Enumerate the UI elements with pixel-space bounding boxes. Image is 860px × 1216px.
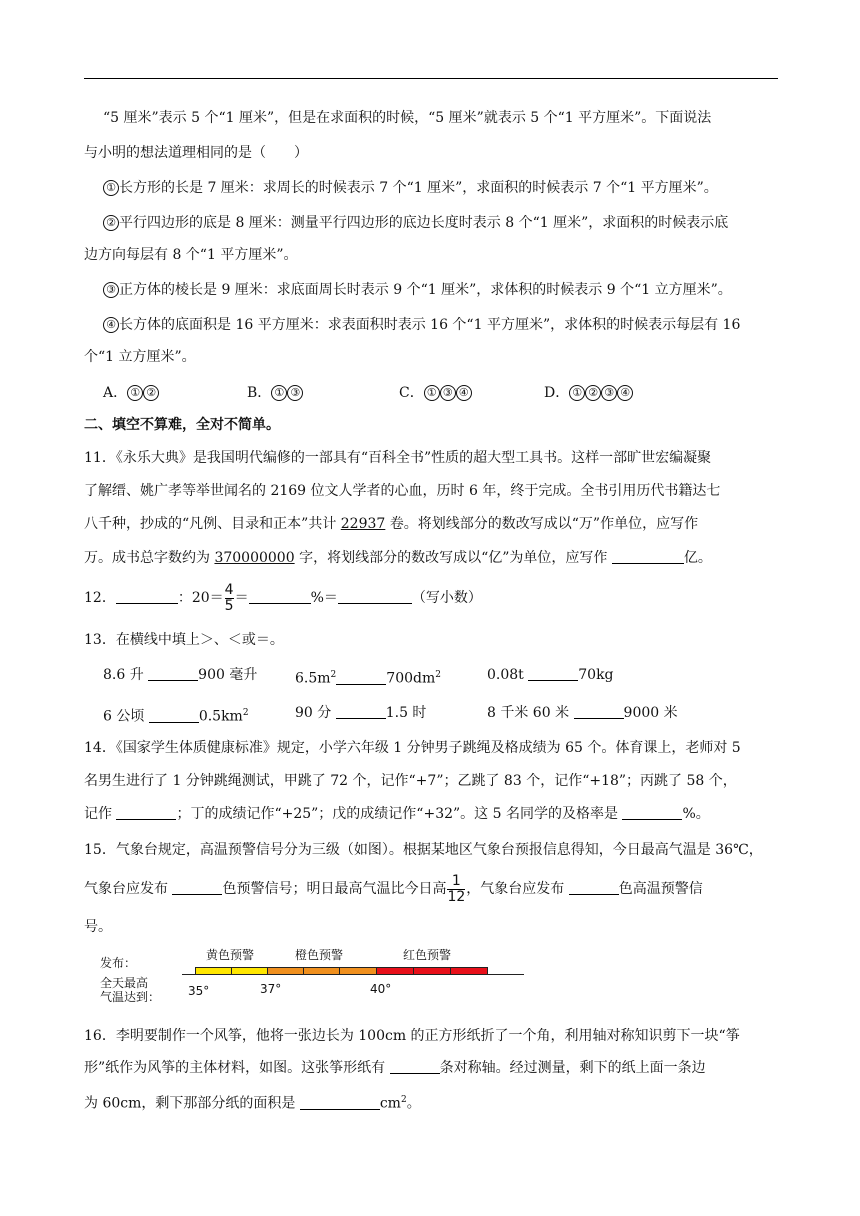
q12-blank-2[interactable] (249, 588, 311, 604)
q12-fraction: $\frac{4}{5}$ (224, 581, 234, 614)
option-c[interactable]: C． ① ③ ④ (399, 382, 472, 402)
q11-line-2: 了解缙、姚广孝等举世闻名的 2169 位文人学者的心血，历时 6 年，终于完成。全书引用历代书籍达七 (84, 483, 721, 499)
q16-line-3: 为 60cm，剩下那部分纸的面积是 $cm^2$。 (84, 1095, 421, 1112)
option-d[interactable]: D． ① ② ③ ④ (544, 382, 633, 402)
q13-item-d: 6 公顷 $0.5km^2$ (103, 708, 249, 725)
q12-line: 12． ：20＝ $\frac{4}{5}$ ＝ %＝ （写小数） (84, 581, 482, 614)
q10-statement-2-cont: 边方向每层有 8 个“1 平方厘米”。 (84, 247, 298, 263)
q13-item-a: 8.6 升 900 毫升 (103, 667, 258, 683)
q14-line-2: 名男生进行了 1 分钟跳绳测试，甲跳了 72 个，记作“+7”；乙跳了 83 个，记作“+18”；丙跳了 58 个， (84, 773, 737, 789)
q15-line-1: 15．气象台规定，高温预警信号分为三级（如图）。根据某地区气象台预报信息得知，今日最高气温是 36℃， (84, 842, 763, 858)
figure-orange-seg-2 (303, 967, 340, 975)
q15-blank-2[interactable] (569, 879, 619, 895)
section-heading: 二、填空不算难，全对不简单。 (84, 417, 280, 433)
q11-line-3: 八千种，抄成的“凡例、目录和正本”共计 22937 卷。将划线部分的数改写成以“万”作单位，应写作 (84, 516, 699, 532)
figure-tick-40: 40° (370, 982, 392, 996)
q16-line-2: 形”纸作为风筝的主体材料，如图。这张筝形纸有 条对称轴。经过测量，剩下的纸上面一条边 (84, 1060, 706, 1076)
figure-temp-label-2: 气温达到： (100, 990, 161, 1004)
q13-item-e: 90 分 1.5 时 (295, 705, 427, 721)
figure-orange-seg-3 (339, 967, 377, 975)
header-rule (84, 78, 778, 79)
q10-statement-1: ① 长方形的长是 7 厘米：求周长的时候表示 7 个“1 厘米”，求面积的时候表示 7 个“1 平方厘米”。 (103, 178, 718, 198)
figure-tick-37: 37° (260, 982, 282, 996)
q10-cont-line-2: 与小明的想法道理相同的是（ ） (84, 145, 308, 161)
q11-line-4: 万。成书总字数约为 370000000 字，将划线部分的数改写成以“亿”为单位，应写作 亿。 (84, 550, 712, 566)
figure-yellow-seg-1 (195, 967, 232, 975)
q16-blank-2[interactable] (300, 1094, 380, 1110)
figure-red-seg-2 (413, 967, 451, 975)
q12-blank-1[interactable] (116, 588, 178, 604)
q15-fraction: $\frac{1}{12}$ (447, 872, 466, 905)
q13-item-f: 8 千米 60 米 9000 米 (487, 705, 678, 721)
warning-level-figure (100, 946, 530, 1006)
figure-orange-label: 橙色预警 (295, 948, 344, 962)
q14-blank-2[interactable] (622, 804, 682, 820)
q10-statement-4-cont: 个“1 立方厘米”。 (84, 349, 196, 365)
q10-statement-4: ④ 长方体的底面积是 16 平方厘米：求表面积时表示 16 个“1 平方厘米”，求体积的时候表示每层有 16 (103, 315, 740, 335)
q10-statement-3: ③ 正方体的棱长是 9 厘米：求底面周长时表示 9 个“1 厘米”，求体积的时候表示 9 个“1 立方厘米”。 (103, 280, 732, 300)
q14-line-1: 14．《国家学生体质健康标准》规定，小学六年级 1 分钟男子跳绳及格成绩为 65 个。体育课上，老师对 5 (84, 740, 741, 756)
q16-line-1: 16．李明要制作一个风筝，他将一张边长为 100cm 的正方形纸折了一个角，利用轴对称知识剪下一块“筝 (84, 1028, 740, 1044)
q15-line-2: 气象台应发布 色预警信号；明日最高气温比今日高 $\frac{1}{12}$ ，气象台应发布 色高温预警信 (84, 872, 703, 905)
figure-yellow-label: 黄色预警 (206, 948, 255, 962)
q13-item-c: 0.08t 70kg (487, 667, 614, 683)
q14-blank-1[interactable] (116, 804, 176, 820)
figure-red-seg-1 (376, 967, 414, 975)
q15-blank-1[interactable] (172, 879, 222, 895)
option-b[interactable]: B． ① ③ (247, 382, 303, 402)
q11-line-1: 11．《永乐大典》是我国明代编修的一部具有“百科全书”性质的超大型工具书。这样一部旷世宏编凝聚 (84, 450, 712, 466)
q15-line-3: 号。 (84, 919, 112, 935)
q13-item-b: $6.5m^2$ $700dm^2$ (295, 670, 441, 687)
figure-temp-label-1: 全天最高 (100, 976, 149, 990)
figure-yellow-seg-2 (231, 967, 268, 975)
q12-blank-3[interactable] (338, 588, 412, 604)
figure-red-label: 红色预警 (403, 948, 452, 962)
q13-title: 13．在横线中填上＞、＜或＝。 (84, 632, 284, 648)
figure-publish-label: 发布： (100, 956, 137, 970)
figure-tick-35: 35° (188, 984, 210, 998)
q16-blank-1[interactable] (390, 1058, 440, 1074)
figure-orange-seg-1 (267, 967, 304, 975)
option-a[interactable]: A． ① ② (103, 382, 159, 402)
q11-answer-blank-2[interactable] (612, 548, 684, 564)
q10-cont-line-1: “5 厘米”表示 5 个“1 厘米”，但是在求面积的时候，“5 厘米”就表示 5 个“1 平方厘米”。下面说法 (103, 110, 712, 126)
figure-red-seg-3 (450, 967, 488, 975)
q14-line-3: 记作 ；丁的成绩记作“+25”；戊的成绩记作“+32”。这 5 名同学的及格率是 %。 (84, 806, 710, 822)
q10-statement-2: ② 平行四边形的底是 8 厘米：测量平行四边形的底边长度时表示 8 个“1 厘米”，求面积的时候表示底 (103, 213, 728, 233)
